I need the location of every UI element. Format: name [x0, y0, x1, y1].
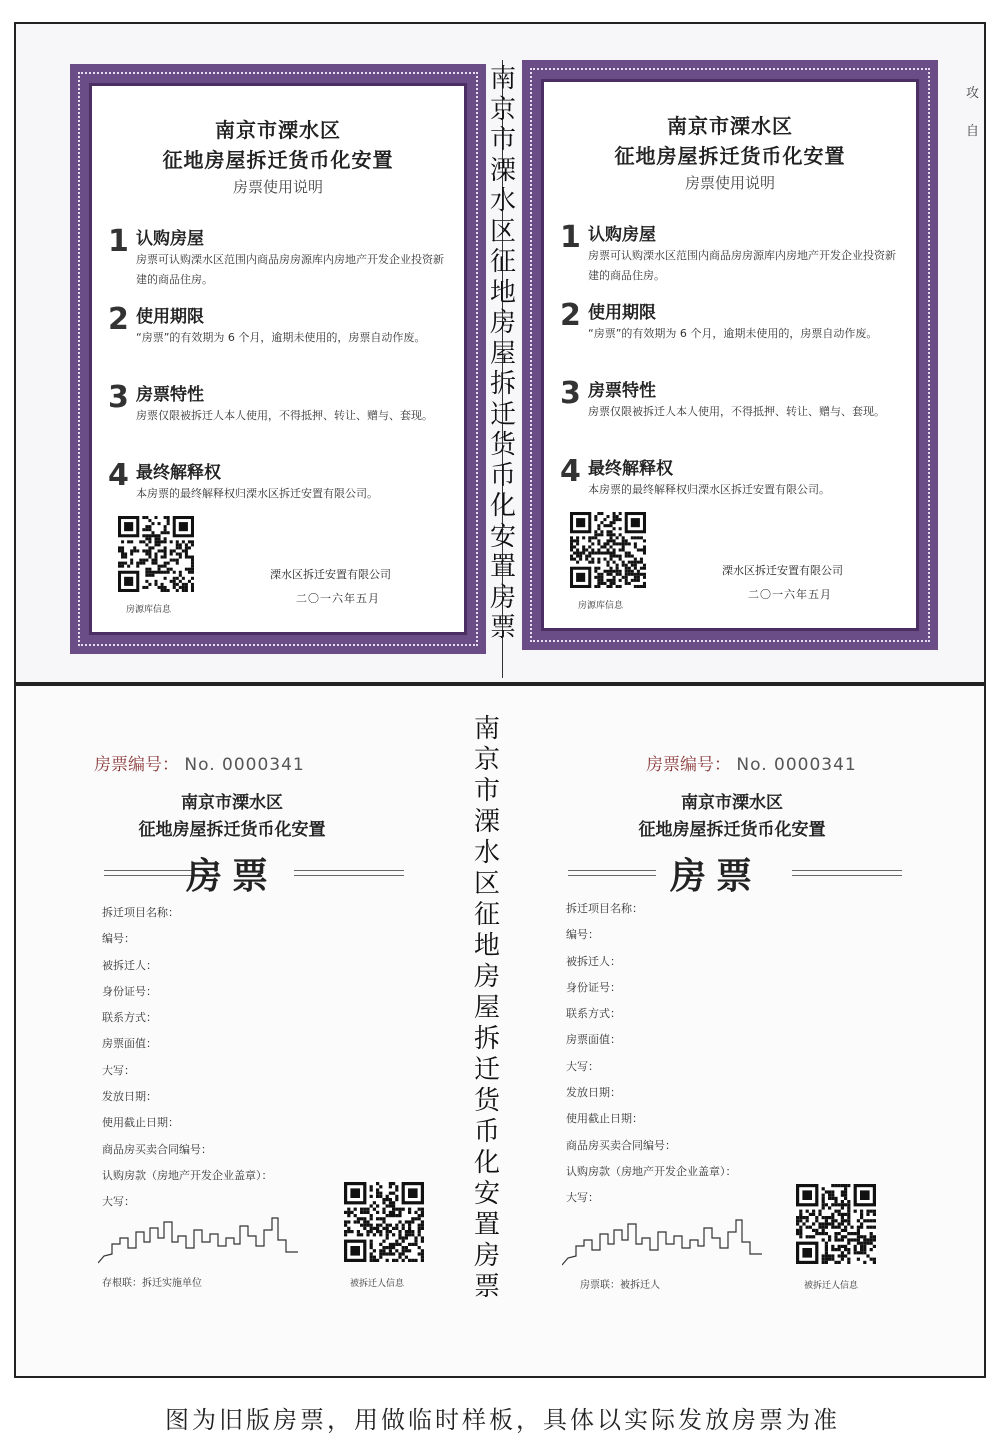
field-label: 联系方式： [102, 1011, 157, 1025]
rule-text: 房票仅限被拆迁人本人使用，不得抵押、转让、赠与、套现。 [588, 405, 885, 418]
rule-item [560, 220, 896, 298]
field-label: 拆迁项目名称： [566, 902, 643, 915]
ticket-big-title: 房票 [669, 856, 762, 897]
field-label: 身份证号： [566, 980, 621, 994]
card-title-line1: 南京市溧水区 [215, 118, 341, 142]
field-label: 发放日期： [566, 1086, 621, 1100]
rule-text: 本房票的最终解释权归溧水区拆迁安置有限公司。 [136, 487, 378, 500]
divider [294, 870, 404, 876]
field-label: 编号： [566, 928, 599, 942]
rule-number: 4 [560, 454, 581, 489]
ticket-number-value: No. 0000341 [184, 755, 305, 775]
card-title-line2: 征地房屋拆迁货币化安置 [162, 148, 394, 172]
ticket-number-value: No. 0000341 [736, 755, 857, 775]
rule-number: 4 [108, 458, 129, 493]
image-caption: 图为旧版房票，用做临时样板，具体以实际发放房票为准 [165, 1406, 840, 1434]
ticket-stub-right [546, 686, 876, 1366]
field-label: 认购房款（房地产开发企业盖章）： [566, 1164, 737, 1178]
card-title-line1: 南京市溧水区 [667, 114, 793, 138]
rule-item [108, 380, 436, 458]
field-label: 联系方式： [566, 1007, 621, 1021]
card-title-line2: 征地房屋拆迁货币化安置 [614, 144, 846, 168]
stub-footer: 房票联：被拆迁人 [580, 1280, 660, 1291]
ticket-number-label: 房票编号： [646, 755, 731, 775]
field-label: 房票面值： [102, 1037, 157, 1051]
field-label: 大写： [566, 1191, 599, 1205]
rule-text: 房票可认购溧水区范围内商品房房源库内房地产开发企业投资新建的商品住房。 [588, 249, 896, 282]
skyline-icon [562, 1210, 772, 1270]
ticket-number-label: 房票编号： [94, 755, 179, 775]
rule-number: 1 [560, 220, 581, 255]
qr-code-icon [796, 1184, 876, 1264]
field-label: 拆迁项目名称： [102, 906, 179, 919]
qr-code-icon [344, 1182, 424, 1262]
spine-text-bottom: 南京市溧水区征地房屋拆迁货币化安置房票 [473, 714, 500, 1302]
qr-code-icon [118, 516, 194, 592]
card-inner [92, 86, 464, 632]
ticket-title-line2: 征地房屋拆迁货币化安置 [638, 820, 826, 840]
company-name: 溧水区拆迁安置有限公司 [722, 564, 843, 577]
field-label: 商品房买卖合同编号： [566, 1138, 676, 1152]
field-label: 商品房买卖合同编号： [102, 1142, 212, 1156]
rule-number: 1 [108, 224, 129, 259]
ticket-fields [102, 904, 273, 1220]
edge-fragment: 自 [966, 124, 980, 139]
rules-list [560, 220, 896, 532]
instruction-card-right [522, 60, 938, 650]
rule-heading: 使用期限 [588, 303, 656, 323]
ticket-big-title: 房票 [185, 856, 278, 897]
field-label: 编号： [102, 932, 135, 946]
ticket-number [94, 750, 305, 775]
skyline-icon [98, 1208, 308, 1268]
rule-text: “房票”的有效期为 6 个月，逾期未使用的，房票自动作废。 [136, 331, 426, 344]
field-label: 发放日期： [102, 1090, 157, 1104]
card-inner [544, 82, 916, 628]
rule-heading: 认购房屋 [136, 229, 204, 249]
ticket-number [646, 750, 857, 775]
rule-item [560, 298, 888, 376]
ticket-title-line1: 南京市溧水区 [681, 793, 783, 813]
field-label: 使用截止日期： [102, 1116, 179, 1130]
field-label: 被拆迁人： [102, 958, 157, 972]
edge-fragment: 攻 [966, 86, 980, 101]
rule-heading: 最终解释权 [136, 463, 221, 483]
instruction-scan [14, 22, 986, 684]
ticket-title-line2: 征地房屋拆迁货币化安置 [138, 820, 326, 840]
rule-number: 3 [108, 380, 129, 415]
qr-code-icon [570, 512, 646, 588]
card-subtitle: 房票使用说明 [232, 178, 323, 196]
rule-text: 房票可认购溧水区范围内商品房房源库内房地产开发企业投资新建的商品住房。 [136, 253, 444, 286]
qr-caption: 被拆迁人信息 [350, 1279, 405, 1289]
field-label: 被拆迁人： [566, 954, 621, 968]
field-label: 大写： [102, 1063, 135, 1077]
rule-item [108, 224, 444, 302]
ticket-scan [14, 684, 986, 1378]
card-subtitle: 房票使用说明 [684, 174, 775, 192]
issue-date: 二〇一六年五月 [748, 588, 832, 601]
rule-number: 3 [560, 376, 581, 411]
rule-heading: 房票特性 [588, 381, 656, 401]
ticket-fields [566, 900, 737, 1216]
rule-text: 房票仅限被拆迁人本人使用，不得抵押、转让、赠与、套现。 [136, 409, 433, 422]
field-label: 身份证号： [102, 984, 157, 998]
rule-heading: 使用期限 [136, 307, 204, 327]
field-label: 房票面值： [566, 1033, 621, 1047]
instruction-card-left [70, 64, 486, 654]
rule-heading: 认购房屋 [588, 225, 656, 245]
qr-caption: 房源库信息 [578, 601, 624, 611]
company-name: 溧水区拆迁安置有限公司 [270, 568, 391, 581]
rule-item [108, 302, 436, 380]
field-label: 认购房款（房地产开发企业盖章）： [102, 1168, 273, 1182]
rules-list [108, 224, 444, 536]
ticket-title-line1: 南京市溧水区 [181, 793, 283, 813]
rule-number: 2 [560, 298, 581, 333]
spine-text-top: 南京市溧水区征地房屋拆迁货币化安置房票 [489, 64, 516, 643]
rule-heading: 房票特性 [136, 385, 204, 405]
qr-caption: 被拆迁人信息 [804, 1281, 859, 1291]
stub-footer: 存根联：拆迁实施单位 [102, 1278, 202, 1289]
rule-item [560, 376, 888, 454]
divider [792, 870, 902, 876]
rule-heading: 最终解释权 [588, 459, 673, 479]
rule-text: 本房票的最终解释权归溧水区拆迁安置有限公司。 [588, 483, 830, 496]
qr-caption: 房源库信息 [126, 605, 172, 615]
rule-number: 2 [108, 302, 129, 337]
field-label: 大写： [566, 1059, 599, 1073]
field-label: 使用截止日期： [566, 1112, 643, 1126]
issue-date: 二〇一六年五月 [296, 592, 380, 605]
ticket-stub-left [82, 686, 412, 1366]
rule-text: “房票”的有效期为 6 个月，逾期未使用的，房票自动作废。 [588, 327, 878, 340]
field-label: 大写： [102, 1195, 135, 1209]
